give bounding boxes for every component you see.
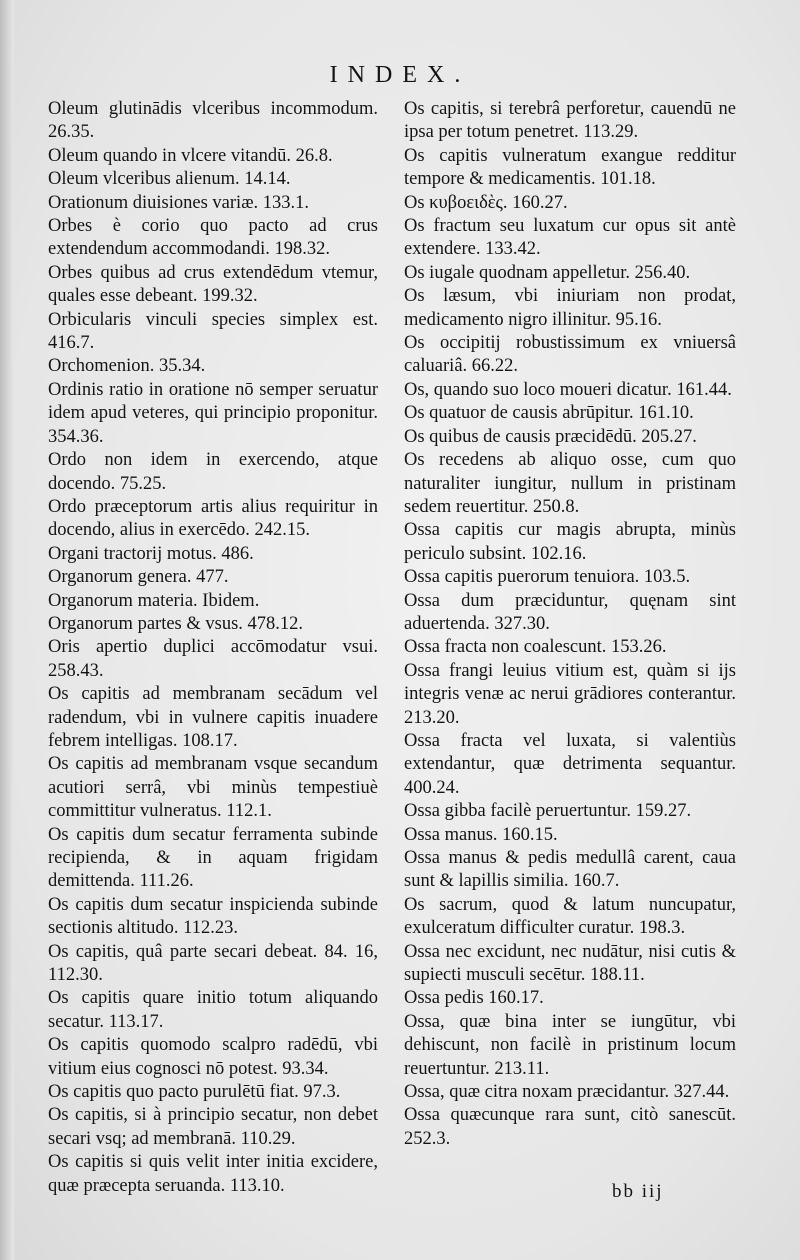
index-entry: Os occipitij robustissimum ex vniuersâ caluariâ. 66.22. bbox=[404, 333, 736, 377]
index-entry: Ossa quæcunque rara sunt, citò sanescūt. 252.3. bbox=[404, 1105, 736, 1149]
index-entry: Ossa fracta non coalescunt. 153.26. bbox=[404, 637, 667, 658]
index-entry: Os sacrum, quod & latum nuncupatur, exulceratum difficulter curatur. 198.3. bbox=[404, 894, 736, 939]
index-entry: Ossa manus. 160.15. bbox=[404, 824, 558, 845]
index-entry: Os capitis vulneratum exangue redditur tempore & medicamentis. 101.18. bbox=[404, 145, 736, 190]
index-entry: Ossa pedis 160.17. bbox=[404, 988, 544, 1009]
index-entry: Ossa manus & pedis medullâ carent, caua sunt & lapillis similia. 160.7. bbox=[404, 848, 736, 892]
signature-mark: bb iij bbox=[612, 1181, 664, 1202]
page-gutter-shadow bbox=[0, 0, 14, 1260]
index-entry: Oleum vlceribus alienum. 14.14. bbox=[48, 169, 291, 190]
index-entry: Os capitis ad membranam vsque secandum acutiori serrâ, vbi minùs tempestiuè committitur vulneratus. 112.1. bbox=[48, 754, 378, 822]
index-entry: Ossa, quæ bina inter se iungūtur, vbi dehiscunt, non facilè in pristinum locum reuertuntur. 213.11. bbox=[404, 1011, 736, 1079]
index-entry: Os capitis si quis velit inter initia excidere, quæ præcepta seruanda. 113.10. bbox=[48, 1152, 378, 1196]
index-entry: Ossa capitis cur magis abrupta, minùs periculo subsint. 102.16. bbox=[404, 520, 736, 564]
index-entry: Os capitis dum secatur inspicienda subinde sectionis altitudo. 112.23. bbox=[48, 894, 378, 939]
index-entry: Oleum glutinādis vlceribus incommodum. 26.35. bbox=[48, 99, 378, 143]
index-entry: Os κυβοειδὲς. 160.27. bbox=[404, 192, 568, 213]
index-entry: Os capitis quo pacto purulētū fiat. 97.3. bbox=[48, 1082, 341, 1103]
index-entry: Organorum genera. 477. bbox=[48, 567, 229, 588]
index-entry: Oleum quando in vlcere vitandū. 26.8. bbox=[48, 145, 333, 166]
index-column-left bbox=[48, 98, 378, 1198]
index-entry: Ossa, quæ citra noxam præcidantur. 327.44. bbox=[404, 1082, 730, 1103]
index-entry: Organorum partes & vsus. 478.12. bbox=[48, 613, 304, 634]
index-entry: Ordo non idem in exercendo, atque docendo. 75.25. bbox=[48, 450, 378, 494]
index-entry: Organi tractorij motus. 486. bbox=[48, 543, 254, 564]
index-entry: Os capitis, si terebrâ perforetur, cauendū ne ipsa per totum penetret. 113.29. bbox=[404, 99, 736, 143]
index-entry: Os, quando suo loco moueri dicatur. 161.44. bbox=[404, 379, 732, 400]
index-entry: Os quatuor de causis abrūpitur. 161.10. bbox=[404, 403, 694, 424]
index-entry: Ossa frangi leuius vitium est, quàm si ijs integris venæ ac nerui grādiores conterantur. 213.20. bbox=[404, 660, 736, 728]
index-entry: Os capitis quomodo scalpro radēdū, vbi vitium eius cognosci nō potest. 93.34. bbox=[48, 1035, 378, 1079]
index-entry: Os læsum, vbi iniuriam non prodat, medicamento nigro illinitur. 95.16. bbox=[404, 286, 736, 330]
index-entry: Ossa nec excidunt, nec nudātur, nisi cutis & supiecti musculi secētur. 188.11. bbox=[404, 941, 736, 986]
running-header: INDEX. bbox=[329, 62, 471, 88]
index-entry: Ossa fracta vel luxata, si valentiùs extendantur, quæ detrimenta sequantur. 400.24. bbox=[404, 730, 736, 798]
index-entry: Orbes quibus ad crus extendēdum vtemur, quales esse debeant. 199.32. bbox=[48, 262, 378, 307]
index-entry: Os quibus de causis præcidēdū. 205.27. bbox=[404, 426, 697, 447]
index-entry: Os capitis, si à principio secatur, non debet secari vsq; ad membranā. 110.29. bbox=[48, 1105, 378, 1149]
index-entry: Os iugale quodnam appelletur. 256.40. bbox=[404, 262, 691, 283]
index-entry: Os capitis quare initio totum aliquando secatur. 113.17. bbox=[48, 988, 378, 1032]
index-entry: Os capitis, quâ parte secari debeat. 84. 16, 112.30. bbox=[48, 941, 378, 986]
index-entry: Orchomenion. 35.34. bbox=[48, 356, 206, 377]
index-entry: Ossa capitis puerorum tenuiora. 103.5. bbox=[404, 567, 691, 588]
index-entry: Ordinis ratio in oratione nō semper seruatur idem apud veteres, qui principio proponitur. 354.36. bbox=[48, 379, 378, 447]
index-entry: Orbicularis vinculi species simplex est. 416.7. bbox=[48, 309, 378, 354]
index-entry: Oris apertio duplici accōmodatur vsui. 258.43. bbox=[48, 637, 378, 681]
index-entry: Os capitis dum secatur ferramenta subinde recipienda, & in aquam frigidam demittenda. 111.26. bbox=[48, 824, 378, 892]
index-entry: Ossa gibba facilè peruertuntur. 159.27. bbox=[404, 801, 692, 822]
index-entry: Os fractum seu luxatum cur opus sit antè extendere. 133.42. bbox=[404, 216, 736, 260]
index-entry: Organorum materia. Ibidem. bbox=[48, 590, 260, 611]
index-entry: Ossa dum præciduntur, quęnam sint aduertenda. 327.30. bbox=[404, 590, 736, 634]
index-entry: Os capitis ad membranam secādum vel radendum, vbi in vulnere capitis inuadere febrem intelligas. 108.17. bbox=[48, 684, 378, 751]
index-entry: Orbes è corio quo pacto ad crus extendendum accommodandi. 198.32. bbox=[48, 216, 378, 260]
index-column-right bbox=[404, 98, 736, 1151]
index-entry: Orationum diuisiones variæ. 133.1. bbox=[48, 192, 310, 213]
index-entry: Ordo præceptorum artis alius requiritur in docendo, alius in exercēdo. 242.15. bbox=[48, 496, 378, 541]
index-entry: Os recedens ab aliquo osse, cum quo naturaliter iungitur, nullum in pristinam sedem reuertitur. 250.8. bbox=[404, 450, 736, 517]
